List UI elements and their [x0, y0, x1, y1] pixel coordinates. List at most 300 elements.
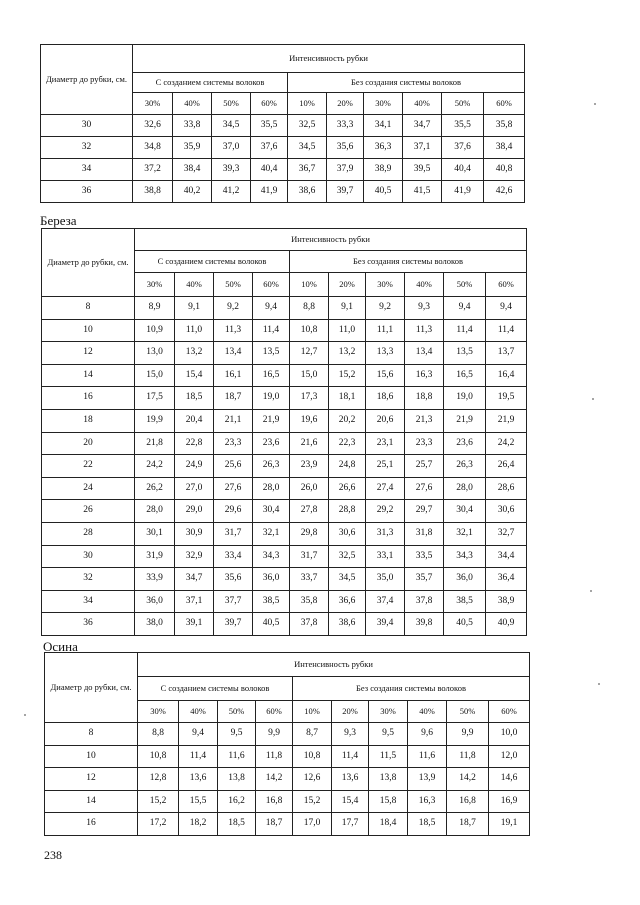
value-cell: 11,3: [405, 319, 444, 342]
value-cell: 11,4: [444, 319, 486, 342]
value-cell: 11,3: [214, 319, 253, 342]
value-cell: 9,2: [366, 297, 405, 320]
scan-speck: [24, 714, 26, 716]
value-cell: 33,9: [135, 568, 175, 591]
value-cell: 38,4: [484, 137, 525, 159]
value-cell: 13,2: [329, 342, 366, 365]
value-cell: 40,2: [173, 181, 212, 203]
header-percent: 40%: [175, 273, 214, 297]
value-cell: 11,8: [447, 745, 489, 768]
value-cell: 15,6: [366, 364, 405, 387]
value-cell: 27,4: [366, 477, 405, 500]
value-cell: 9,1: [329, 297, 366, 320]
value-cell: 30,9: [175, 522, 214, 545]
table-row: [42, 297, 527, 320]
value-cell: 21,8: [135, 432, 175, 455]
value-cell: 11,4: [253, 319, 290, 342]
diameter-cell: 34: [41, 159, 133, 181]
value-cell: 34,1: [364, 115, 403, 137]
value-cell: 12,6: [293, 768, 332, 791]
header-percent: 50%: [218, 701, 256, 723]
value-cell: 34,3: [253, 545, 290, 568]
table-row: [42, 364, 527, 387]
value-cell: 37,6: [251, 137, 288, 159]
value-cell: 16,8: [447, 790, 489, 813]
value-cell: 28,8: [329, 500, 366, 523]
value-cell: 35,7: [405, 568, 444, 591]
value-cell: 16,2: [218, 790, 256, 813]
value-cell: 34,5: [329, 568, 366, 591]
value-cell: 29,0: [175, 500, 214, 523]
table-row: [45, 768, 530, 791]
value-cell: 10,8: [290, 319, 329, 342]
value-cell: 9,4: [444, 297, 486, 320]
value-cell: 23,6: [253, 432, 290, 455]
header-with-system: С созданием системы волоков: [133, 73, 288, 93]
header-without-system: Без создания системы волоков: [290, 251, 527, 273]
value-cell: 22,3: [329, 432, 366, 455]
table-row: [45, 745, 530, 768]
value-cell: 28,6: [486, 477, 527, 500]
header-percent: 30%: [364, 93, 403, 115]
header-percent: 20%: [332, 701, 369, 723]
value-cell: 8,7: [293, 723, 332, 746]
value-cell: 37,0: [212, 137, 251, 159]
header-percent: 40%: [405, 273, 444, 297]
value-cell: 12,0: [489, 745, 530, 768]
value-cell: 11,5: [369, 745, 408, 768]
value-cell: 9,5: [369, 723, 408, 746]
table-row: [42, 545, 527, 568]
diameter-cell: 32: [42, 568, 135, 591]
table-row: [42, 342, 527, 365]
value-cell: 25,1: [366, 455, 405, 478]
value-cell: 31,7: [214, 522, 253, 545]
table-birch: [41, 228, 527, 636]
diameter-cell: 32: [41, 137, 133, 159]
header-percent: 50%: [444, 273, 486, 297]
value-cell: 18,8: [405, 387, 444, 410]
value-cell: 18,7: [256, 813, 293, 836]
value-cell: 27,6: [405, 477, 444, 500]
table-row: [42, 590, 527, 613]
header-percent: 10%: [288, 93, 327, 115]
value-cell: 33,3: [327, 115, 364, 137]
value-cell: 13,6: [332, 768, 369, 791]
value-cell: 33,5: [405, 545, 444, 568]
table-row: [42, 432, 527, 455]
value-cell: 29,8: [290, 522, 329, 545]
value-cell: 20,4: [175, 409, 214, 432]
value-cell: 12,8: [138, 768, 179, 791]
value-cell: 9,4: [179, 723, 218, 746]
value-cell: 32,1: [253, 522, 290, 545]
value-cell: 13,8: [369, 768, 408, 791]
value-cell: 13,5: [444, 342, 486, 365]
value-cell: 9,1: [175, 297, 214, 320]
value-cell: 41,9: [442, 181, 484, 203]
value-cell: 37,4: [366, 590, 405, 613]
value-cell: 11,0: [175, 319, 214, 342]
value-cell: 29,6: [214, 500, 253, 523]
value-cell: 27,8: [290, 500, 329, 523]
value-cell: 14,2: [447, 768, 489, 791]
value-cell: 28,0: [253, 477, 290, 500]
value-cell: 8,8: [138, 723, 179, 746]
value-cell: 15,2: [138, 790, 179, 813]
value-cell: 23,6: [444, 432, 486, 455]
value-cell: 18,1: [329, 387, 366, 410]
header-percent: 50%: [447, 701, 489, 723]
value-cell: 18,7: [447, 813, 489, 836]
header-percent: 10%: [290, 273, 329, 297]
value-cell: 41,2: [212, 181, 251, 203]
value-cell: 37,8: [405, 590, 444, 613]
value-cell: 26,4: [486, 455, 527, 478]
value-cell: 15,4: [175, 364, 214, 387]
table-row: [45, 813, 530, 836]
value-cell: 23,1: [366, 432, 405, 455]
value-cell: 30,4: [444, 500, 486, 523]
value-cell: 18,5: [218, 813, 256, 836]
header-percent: 50%: [442, 93, 484, 115]
table-row: [42, 477, 527, 500]
value-cell: 36,7: [288, 159, 327, 181]
value-cell: 25,6: [214, 455, 253, 478]
diameter-cell: 16: [45, 813, 138, 836]
table-row: [42, 387, 527, 410]
header-percent: 60%: [253, 273, 290, 297]
diameter-cell: 22: [42, 455, 135, 478]
value-cell: 13,9: [408, 768, 447, 791]
value-cell: 35,9: [173, 137, 212, 159]
value-cell: 9,9: [256, 723, 293, 746]
value-cell: 35,8: [290, 590, 329, 613]
value-cell: 32,5: [329, 545, 366, 568]
header-percent: 50%: [212, 93, 251, 115]
value-cell: 15,0: [290, 364, 329, 387]
header-with-system: С созданием системы волоков: [138, 677, 293, 701]
value-cell: 10,8: [138, 745, 179, 768]
value-cell: 24,2: [135, 455, 175, 478]
value-cell: 33,7: [290, 568, 329, 591]
value-cell: 24,8: [329, 455, 366, 478]
value-cell: 37,1: [175, 590, 214, 613]
table-row: [42, 319, 527, 342]
value-cell: 9,4: [253, 297, 290, 320]
header-percent: 60%: [256, 701, 293, 723]
value-cell: 19,6: [290, 409, 329, 432]
value-cell: 8,9: [135, 297, 175, 320]
value-cell: 33,1: [366, 545, 405, 568]
value-cell: 39,8: [405, 613, 444, 636]
value-cell: 33,8: [173, 115, 212, 137]
value-cell: 17,3: [290, 387, 329, 410]
value-cell: 17,7: [332, 813, 369, 836]
value-cell: 15,4: [332, 790, 369, 813]
value-cell: 9,6: [408, 723, 447, 746]
value-cell: 31,7: [290, 545, 329, 568]
value-cell: 30,6: [329, 522, 366, 545]
value-cell: 11,4: [486, 319, 527, 342]
value-cell: 20,6: [366, 409, 405, 432]
value-cell: 40,5: [444, 613, 486, 636]
value-cell: 21,9: [253, 409, 290, 432]
value-cell: 14,6: [489, 768, 530, 791]
value-cell: 11,6: [218, 745, 256, 768]
header-percent: 40%: [173, 93, 212, 115]
value-cell: 11,8: [256, 745, 293, 768]
value-cell: 21,3: [405, 409, 444, 432]
value-cell: 34,4: [486, 545, 527, 568]
value-cell: 15,5: [179, 790, 218, 813]
value-cell: 35,6: [327, 137, 364, 159]
diameter-cell: 10: [42, 319, 135, 342]
value-cell: 19,0: [444, 387, 486, 410]
value-cell: 17,5: [135, 387, 175, 410]
value-cell: 17,0: [293, 813, 332, 836]
value-cell: 17,2: [138, 813, 179, 836]
header-percent: 20%: [329, 273, 366, 297]
header-intensity: Интенсивность рубки: [133, 45, 525, 73]
value-cell: 40,4: [251, 159, 288, 181]
value-cell: 37,2: [133, 159, 173, 181]
value-cell: 11,0: [329, 319, 366, 342]
diameter-cell: 12: [45, 768, 138, 791]
value-cell: 36,0: [135, 590, 175, 613]
value-cell: 18,6: [366, 387, 405, 410]
diameter-cell: 14: [42, 364, 135, 387]
value-cell: 13,6: [179, 768, 218, 791]
table-row: [42, 409, 527, 432]
value-cell: 38,4: [173, 159, 212, 181]
value-cell: 21,1: [214, 409, 253, 432]
diameter-cell: 10: [45, 745, 138, 768]
value-cell: 24,9: [175, 455, 214, 478]
value-cell: 38,6: [329, 613, 366, 636]
diameter-cell: 36: [42, 613, 135, 636]
value-cell: 26,0: [290, 477, 329, 500]
value-cell: 16,5: [444, 364, 486, 387]
table-row: [45, 723, 530, 746]
value-cell: 9,4: [486, 297, 527, 320]
table-row: [41, 137, 525, 159]
scan-speck: [598, 683, 600, 685]
value-cell: 40,9: [486, 613, 527, 636]
value-cell: 19,5: [486, 387, 527, 410]
scan-speck: [594, 103, 596, 105]
value-cell: 39,7: [327, 181, 364, 203]
table-row: [42, 568, 527, 591]
value-cell: 31,8: [405, 522, 444, 545]
value-cell: 18,5: [408, 813, 447, 836]
value-cell: 38,5: [444, 590, 486, 613]
value-cell: 18,4: [369, 813, 408, 836]
value-cell: 16,4: [486, 364, 527, 387]
value-cell: 13,4: [405, 342, 444, 365]
table-row: [42, 455, 527, 478]
value-cell: 9,9: [447, 723, 489, 746]
value-cell: 14,2: [256, 768, 293, 791]
table-row: [41, 181, 525, 203]
header-diameter: Диаметр до рубки, см.: [42, 229, 135, 297]
value-cell: 36,4: [486, 568, 527, 591]
header-without-system: Без создания системы волоков: [293, 677, 530, 701]
value-cell: 13,8: [218, 768, 256, 791]
header-without-system: Без создания системы волоков: [288, 73, 525, 93]
diameter-cell: 16: [42, 387, 135, 410]
value-cell: 36,6: [329, 590, 366, 613]
value-cell: 36,0: [253, 568, 290, 591]
value-cell: 40,8: [484, 159, 525, 181]
diameter-cell: 8: [42, 297, 135, 320]
table-aspen: [44, 652, 530, 836]
table-row: [42, 500, 527, 523]
diameter-cell: 8: [45, 723, 138, 746]
table-continuation: [40, 44, 525, 203]
value-cell: 38,6: [288, 181, 327, 203]
diameter-cell: 20: [42, 432, 135, 455]
header-with-system: С созданием системы волоков: [135, 251, 290, 273]
value-cell: 19,0: [253, 387, 290, 410]
value-cell: 40,5: [253, 613, 290, 636]
value-cell: 40,4: [442, 159, 484, 181]
value-cell: 21,9: [486, 409, 527, 432]
scan-speck: [590, 590, 592, 592]
table-row: [42, 613, 527, 636]
value-cell: 35,5: [251, 115, 288, 137]
page-number: 238: [44, 848, 62, 862]
value-cell: 16,8: [256, 790, 293, 813]
value-cell: 34,8: [133, 137, 173, 159]
value-cell: 39,3: [212, 159, 251, 181]
header-percent: 60%: [484, 93, 525, 115]
value-cell: 8,8: [290, 297, 329, 320]
value-cell: 15,0: [135, 364, 175, 387]
header-percent: 40%: [179, 701, 218, 723]
value-cell: 34,5: [212, 115, 251, 137]
value-cell: 26,2: [135, 477, 175, 500]
caption-birch: Береза: [40, 213, 77, 228]
diameter-cell: 26: [42, 500, 135, 523]
value-cell: 13,2: [175, 342, 214, 365]
value-cell: 34,7: [175, 568, 214, 591]
diameter-cell: 12: [42, 342, 135, 365]
value-cell: 37,9: [327, 159, 364, 181]
value-cell: 34,3: [444, 545, 486, 568]
diameter-cell: 14: [45, 790, 138, 813]
value-cell: 11,6: [408, 745, 447, 768]
value-cell: 15,8: [369, 790, 408, 813]
value-cell: 32,5: [288, 115, 327, 137]
header-diameter: Диаметр до рубки, см.: [41, 45, 133, 115]
value-cell: 38,0: [135, 613, 175, 636]
value-cell: 26,3: [253, 455, 290, 478]
value-cell: 31,3: [366, 522, 405, 545]
header-percent: 30%: [135, 273, 175, 297]
header-percent: 50%: [214, 273, 253, 297]
value-cell: 31,9: [135, 545, 175, 568]
diameter-cell: 34: [42, 590, 135, 613]
value-cell: 29,7: [405, 500, 444, 523]
value-cell: 23,9: [290, 455, 329, 478]
header-percent: 60%: [251, 93, 288, 115]
value-cell: 12,7: [290, 342, 329, 365]
diameter-cell: 18: [42, 409, 135, 432]
header-intensity: Интенсивность рубки: [138, 653, 530, 677]
value-cell: 13,0: [135, 342, 175, 365]
table-row: [41, 159, 525, 181]
value-cell: 9,3: [332, 723, 369, 746]
value-cell: 27,0: [175, 477, 214, 500]
diameter-cell: 30: [41, 115, 133, 137]
value-cell: 19,9: [135, 409, 175, 432]
diameter-cell: 24: [42, 477, 135, 500]
value-cell: 11,4: [179, 745, 218, 768]
caption-aspen: Осина: [43, 639, 78, 654]
value-cell: 13,4: [214, 342, 253, 365]
header-percent: 30%: [369, 701, 408, 723]
header-percent: 40%: [403, 93, 442, 115]
table-row: [42, 522, 527, 545]
value-cell: 39,4: [366, 613, 405, 636]
header-percent: 60%: [489, 701, 530, 723]
value-cell: 34,5: [288, 137, 327, 159]
value-cell: 30,1: [135, 522, 175, 545]
value-cell: 29,2: [366, 500, 405, 523]
value-cell: 37,8: [290, 613, 329, 636]
value-cell: 10,8: [293, 745, 332, 768]
value-cell: 11,1: [366, 319, 405, 342]
value-cell: 26,6: [329, 477, 366, 500]
value-cell: 36,0: [444, 568, 486, 591]
header-percent: 10%: [293, 701, 332, 723]
header-percent: 40%: [408, 701, 447, 723]
value-cell: 13,7: [486, 342, 527, 365]
value-cell: 28,0: [444, 477, 486, 500]
value-cell: 20,2: [329, 409, 366, 432]
value-cell: 35,0: [366, 568, 405, 591]
value-cell: 37,1: [403, 137, 442, 159]
value-cell: 32,6: [133, 115, 173, 137]
value-cell: 21,9: [444, 409, 486, 432]
header-intensity: Интенсивность рубки: [135, 229, 527, 251]
value-cell: 41,9: [251, 181, 288, 203]
header-diameter: Диаметр до рубки, см.: [45, 653, 138, 723]
value-cell: 16,5: [253, 364, 290, 387]
value-cell: 16,9: [489, 790, 530, 813]
value-cell: 18,5: [175, 387, 214, 410]
value-cell: 35,5: [442, 115, 484, 137]
value-cell: 37,6: [442, 137, 484, 159]
value-cell: 15,2: [329, 364, 366, 387]
value-cell: 35,6: [214, 568, 253, 591]
value-cell: 13,3: [366, 342, 405, 365]
value-cell: 23,3: [214, 432, 253, 455]
value-cell: 16,1: [214, 364, 253, 387]
value-cell: 11,4: [332, 745, 369, 768]
value-cell: 38,9: [486, 590, 527, 613]
value-cell: 30,4: [253, 500, 290, 523]
value-cell: 19,1: [489, 813, 530, 836]
value-cell: 28,0: [135, 500, 175, 523]
value-cell: 37,7: [214, 590, 253, 613]
value-cell: 9,2: [214, 297, 253, 320]
value-cell: 10,0: [489, 723, 530, 746]
value-cell: 38,5: [253, 590, 290, 613]
scan-speck: [592, 398, 594, 400]
value-cell: 36,3: [364, 137, 403, 159]
